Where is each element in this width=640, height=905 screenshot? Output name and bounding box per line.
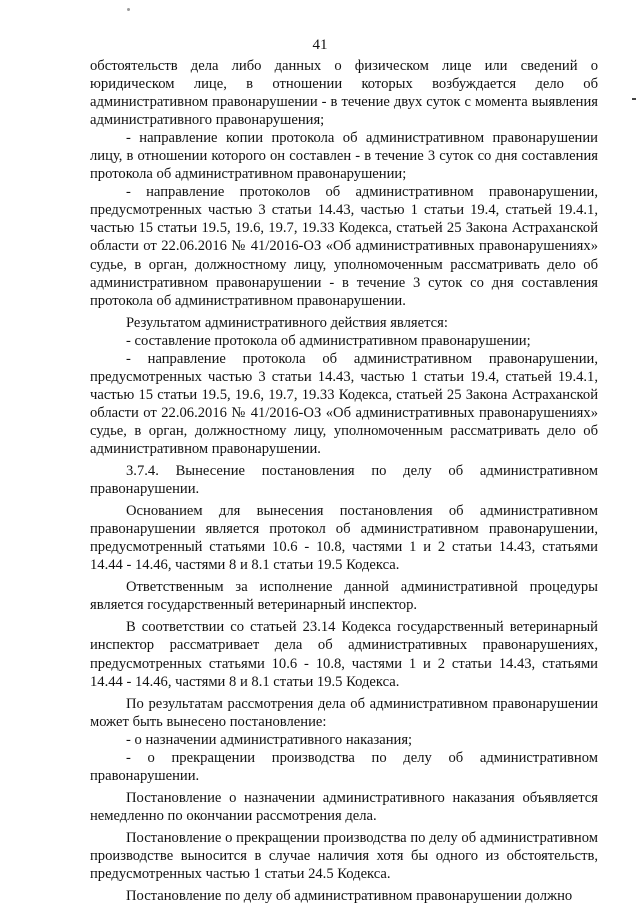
paragraph-list-item: - о назначении административного наказания; (126, 731, 413, 748)
paragraph-list-item: - о прекращении производства по делу об административном правонарушении. (90, 749, 598, 784)
paragraph: По результатам рассмотрения дела об административном правонарушении может быть вынесено постановление: (90, 695, 598, 730)
body-text (90, 57, 598, 905)
scan-speck (127, 8, 130, 11)
paragraph-continuation: обстоятельств дела либо данных о физическом лице или сведений о юридическом лице, в отношении которых возбуждается дело об административном правонарушении - в течение двух суток с момента выявления административного правонарушения; (90, 58, 598, 129)
paragraph-list-item: - направление протоколов об административном правонарушении, предусмотренных частью 3 статьи 14.43, частью 1 статьи 19.4, статьей 19.4.1, частью 15 статьи 19.5, 19.6, 19.7, 19.33 Кодекса, статьей 25 Закона Астраханской области от 22.06.2016 № 41/2016-ОЗ «Об административных правонарушениях» судье, в орган, должностному лицу, уполномоченным рассматривать дело об административном правонарушении - в течение 3 суток со дня составления протокола об административном правонарушении. (90, 184, 598, 309)
margin-mark (632, 98, 636, 100)
paragraph: Постановление о назначении административного наказания объявляется немедленно по окончании рассмотрения дела. (90, 789, 598, 824)
paragraph-list-item: - составление протокола об административном правонарушении; (126, 332, 531, 349)
paragraph-list-item: - направление копии протокола об административном правонарушении лицу, в отношении которого он составлен - в течение 3 суток со дня составления протокола об административном правонарушении; (90, 130, 598, 183)
paragraph: Постановление по делу об административном правонарушении должно (126, 888, 573, 905)
paragraph-list-item: - направление протокола об административном правонарушении, предусмотренных частью 3 статьи 14.43, частью 1 статьи 19.4, статьей 19.4.1, частью 15 статьи 19.5, 19.6, 19.7, 19.33 Кодекса, статьей 25 Закона Астраханской области от 22.06.2016 № 41/2016-ОЗ «Об административных правонарушениях» судье, в орган, должностному лицу, уполномоченным рассматривать дело об административном правонарушении. (90, 350, 598, 457)
section-heading: 3.7.4. Вынесение постановления по делу об административном правонарушении. (90, 463, 598, 498)
paragraph: Основанием для вынесения постановления об административном правонарушении является протокол об административном правонарушении, предусмотренный статьями 10.6 - 10.8, частями 1 и 2 статьи 14.43, статьями 14.44 - 14.46, частями 8 и 8.1 статьи 19.5 Кодекса. (90, 503, 598, 574)
paragraph: Результатом административного действия является: (126, 314, 448, 331)
page-number: 41 (312, 37, 328, 53)
paragraph: Постановление о прекращении производства по делу об административном производстве выносится в случае наличия хотя бы одного из обстоятельств, предусмотренных частью 1 статьи 24.5 Кодекса. (90, 829, 598, 883)
paragraph: В соответствии со статьей 23.14 Кодекса государственный ветеринарный инспектор рассматривает дела об административных правонарушениях, предусмотренных статьями 10.6 - 10.8, частями 1 и 2 статьи 14.43, статьями 14.44 - 14.46, частями 8 и 8.1 статьи 19.5 Кодекса. (90, 619, 598, 690)
paragraph: Ответственным за исполнение данной административной процедуры является государственный ветеринарный инспектор. (90, 579, 598, 614)
